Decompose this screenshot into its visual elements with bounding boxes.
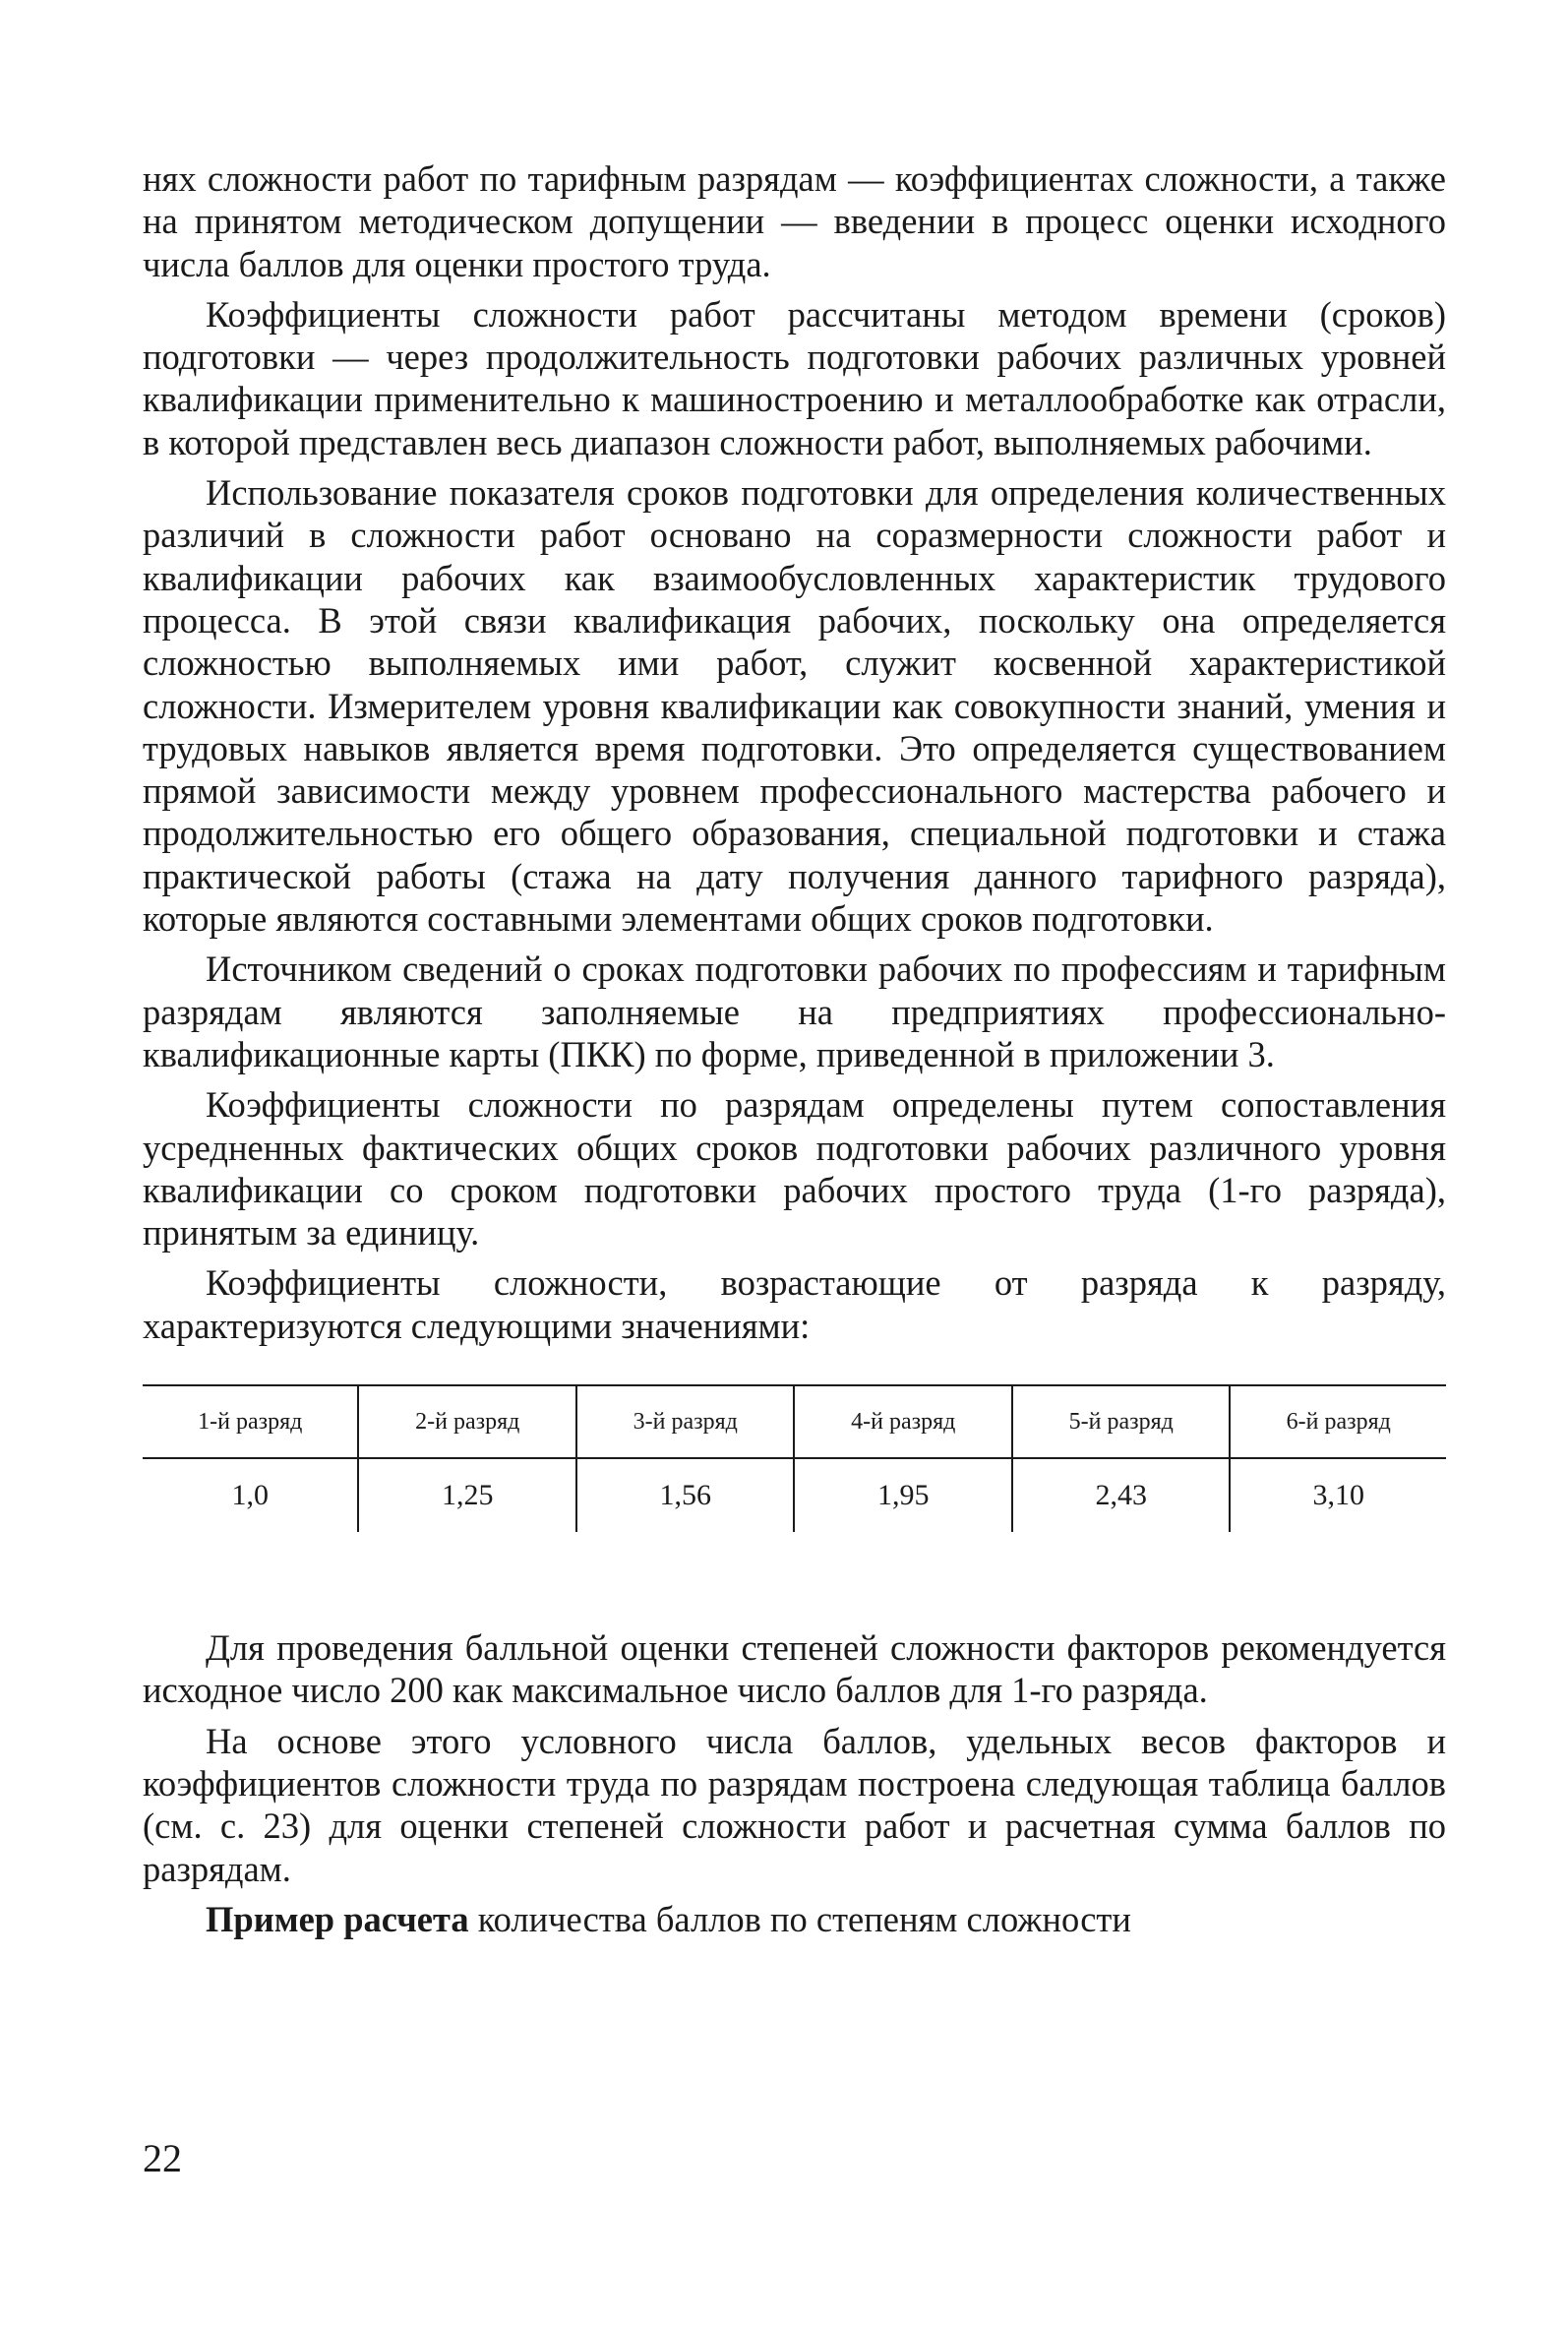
table-header-cell: 3-й разряд <box>576 1385 795 1458</box>
table-header-row <box>143 1385 1446 1458</box>
table-cell: 2,43 <box>1012 1458 1231 1532</box>
table-cell: 1,25 <box>358 1458 576 1532</box>
table-cell: 3,10 <box>1230 1458 1446 1532</box>
paragraph-2: Коэффициенты сложности работ рассчитаны методом времени (сроков) подготовки — через продолжительность подготовки рабочих различных уровней квалификации применительно к машиностроению и металлообработке как отрасли, в которой представлен весь диапазон сложности работ, выполняемых рабочими. <box>143 293 1446 462</box>
table-row <box>143 1458 1446 1532</box>
paragraph-9 <box>143 1898 1446 1940</box>
table-header-cell: 4-й разряд <box>794 1385 1012 1458</box>
table-cell: 1,95 <box>794 1458 1012 1532</box>
table-header-cell: 2-й разряд <box>358 1385 576 1458</box>
table-cell: 1,0 <box>231 1479 269 1512</box>
paragraph-8: На основе этого условного числа баллов, удельных весов факторов и коэффициентов сложности труда по разрядам построена следующая таблица баллов (см. с. 23) для оценки степеней сложности работ и расчетная сумма баллов по разрядам. <box>143 1720 1446 1889</box>
table-header-cell: 5-й разряд <box>1012 1385 1231 1458</box>
paragraph-3: Использование показателя сроков подготовки для определения количественных различий в сложности работ основано на соразмерности сложности работ и квалификации рабочих как взаимообусловленных характеристик трудового процесса. В этой связи квалификация рабочих, поскольку она определяется сложностью выполняемых ими работ, служит косвенной характеристикой сложности. Измерителем уровня квалификации как совокупности знаний, умения и трудовых навыков является время подготовки. Это определяется существованием прямой зависимости между уровнем профессионального мастерства рабочего и продолжительностью его общего образования, специальной подготовки и стажа практической работы (стажа на дату получения данного тарифного разряда), которые являются составными элементами общих сроков подготовки. <box>143 472 1446 940</box>
table-cell: 1,56 <box>576 1458 795 1532</box>
paragraph-7: Для проведения балльной оценки степеней сложности факторов рекомендуется исходное число 200 как максимальное число баллов для 1-го разряда. <box>143 1627 1446 1711</box>
paragraph-9-text: количества баллов по степеням сложности <box>468 1898 1131 1939</box>
paragraph-5: Коэффициенты сложности по разрядам определены путем сопоставления усредненных фактических общих сроков подготовки рабочих различного уровня квалификации со сроком подготовки рабочих простого труда (1-го разряда), принятым за единицу. <box>143 1084 1446 1254</box>
paragraph-1: нях сложности работ по тарифным разрядам — коэффициентах сложности, а также на принятом методическом допущении — введении в процесс оценки исходного числа баллов для оценки простого труда. <box>143 158 1446 284</box>
example-heading: Пример расчета <box>206 1898 469 1939</box>
page-number: 22 <box>143 2136 182 2180</box>
paragraph-6: Коэффициенты сложности, возрастающие от разряда к разряду, характеризуются следующими значениями: <box>143 1262 1446 1346</box>
table-header-cell: 1-й разряд <box>143 1385 358 1458</box>
table-header-cell: 6-й разряд <box>1230 1385 1446 1458</box>
complexity-coefficients-table <box>143 1384 1446 1532</box>
page-body <box>143 157 1446 1940</box>
paragraph-4: Источником сведений о сроках подготовки рабочих по профессиям и тарифным разрядам являются заполняемые на предприятиях профессионально-квалификационные карты (ПКК) по форме, приведенной в приложении 3. <box>143 948 1446 1074</box>
